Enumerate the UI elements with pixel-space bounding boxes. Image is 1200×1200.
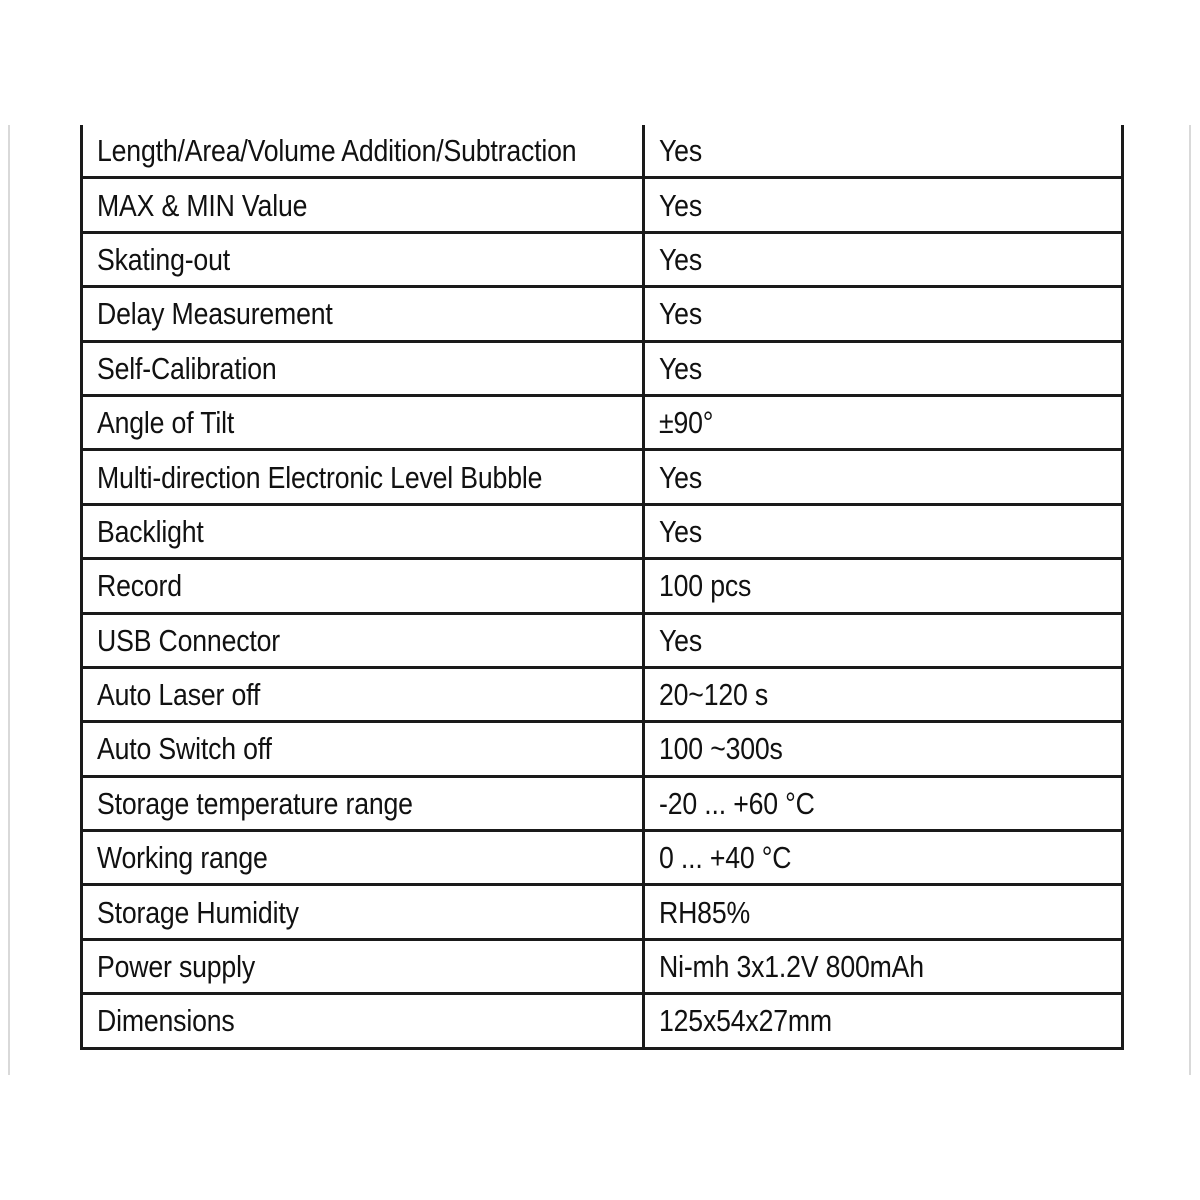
parameter-value: Yes: [659, 513, 702, 549]
parameter-cell: [82, 125, 644, 178]
parameter-value: 100 pcs: [659, 568, 752, 604]
table-row: [82, 722, 1123, 776]
value-cell: [644, 341, 1123, 395]
parameter-value: Yes: [659, 187, 702, 223]
table-row: [82, 287, 1123, 341]
parameter-value: ±90°: [659, 405, 714, 441]
parameter-label: Backlight: [97, 513, 204, 549]
value-cell: [644, 831, 1123, 885]
table-row: [82, 341, 1123, 395]
frame-border-right: [1189, 125, 1191, 1075]
parameter-cell: [82, 450, 644, 504]
parameter-value: Ni-mh 3x1.2V 800mAh: [659, 949, 924, 985]
parameter-label: Storage temperature range: [97, 785, 413, 821]
table-row: [82, 178, 1123, 232]
value-cell: [644, 559, 1123, 613]
table-row: [82, 450, 1123, 504]
parameter-label: Self-Calibration: [97, 350, 277, 386]
value-cell: [644, 178, 1123, 232]
table-row: [82, 994, 1123, 1048]
parameter-cell: [82, 994, 644, 1048]
parameter-label: Skating-out: [97, 241, 230, 277]
parameter-label: Auto Laser off: [97, 677, 261, 713]
value-cell: [644, 613, 1123, 667]
parameter-label: Angle of Tilt: [97, 405, 235, 441]
value-cell: [644, 450, 1123, 504]
parameter-value: Yes: [659, 133, 702, 169]
parameter-label: USB Connector: [97, 622, 280, 658]
parameter-label: Power supply: [97, 949, 255, 985]
table-row: [82, 885, 1123, 939]
value-cell: [644, 287, 1123, 341]
parameter-cell: [82, 667, 644, 721]
parameter-cell: [82, 341, 644, 395]
parameter-cell: [82, 776, 644, 830]
parameter-label: Multi-direction Electronic Level Bubble: [97, 459, 543, 495]
parameter-label: MAX & MIN Value: [97, 187, 308, 223]
value-cell: [644, 504, 1123, 558]
parameter-label: Dimensions: [97, 1003, 235, 1039]
parameter-value: -20 ... +60 °C: [659, 785, 815, 821]
parameter-label: Working range: [97, 840, 268, 876]
table-row: [82, 613, 1123, 667]
frame-border-left: [8, 125, 10, 1075]
parameter-cell: [82, 178, 644, 232]
parameter-cell: [82, 287, 644, 341]
parameter-cell: [82, 939, 644, 993]
parameter-value: 0 ... +40 °C: [659, 840, 792, 876]
parameter-cell: [82, 504, 644, 558]
parameter-value: Yes: [659, 622, 702, 658]
value-cell: [644, 395, 1123, 449]
parameter-cell: [82, 395, 644, 449]
parameter-value: Yes: [659, 296, 702, 332]
table-row: [82, 125, 1123, 178]
table-row: [82, 504, 1123, 558]
table-row: [82, 395, 1123, 449]
parameter-value: RH85%: [659, 894, 751, 930]
parameter-cell: [82, 831, 644, 885]
value-cell: [644, 939, 1123, 993]
value-cell: [644, 776, 1123, 830]
parameter-value: 125x54x27mm: [659, 1003, 832, 1039]
table-row: [82, 939, 1123, 993]
table-row: [82, 776, 1123, 830]
parameter-label: Storage Humidity: [97, 894, 299, 930]
value-cell: [644, 994, 1123, 1048]
parameter-value: Yes: [659, 350, 702, 386]
value-cell: [644, 667, 1123, 721]
table-row: [82, 232, 1123, 286]
parameter-cell: [82, 559, 644, 613]
parameter-cell: [82, 232, 644, 286]
parameter-value: Yes: [659, 241, 702, 277]
value-cell: [644, 885, 1123, 939]
table-row: [82, 667, 1123, 721]
table-row: [82, 831, 1123, 885]
parameter-cell: [82, 722, 644, 776]
value-cell: [644, 125, 1123, 178]
parameter-value: Yes: [659, 459, 702, 495]
parameter-value: 20~120 s: [659, 677, 769, 713]
value-cell: [644, 232, 1123, 286]
value-cell: [644, 722, 1123, 776]
specifications-table: [80, 125, 1124, 1050]
parameter-label: Auto Switch off: [97, 731, 272, 767]
parameter-label: Record: [97, 568, 182, 604]
parameter-label: Length/Area/Volume Addition/Subtraction: [97, 133, 577, 169]
parameter-cell: [82, 613, 644, 667]
parameter-value: 100 ~300s: [659, 731, 783, 767]
table-row: [82, 559, 1123, 613]
parameter-label: Delay Measurement: [97, 296, 333, 332]
parameter-cell: [82, 885, 644, 939]
